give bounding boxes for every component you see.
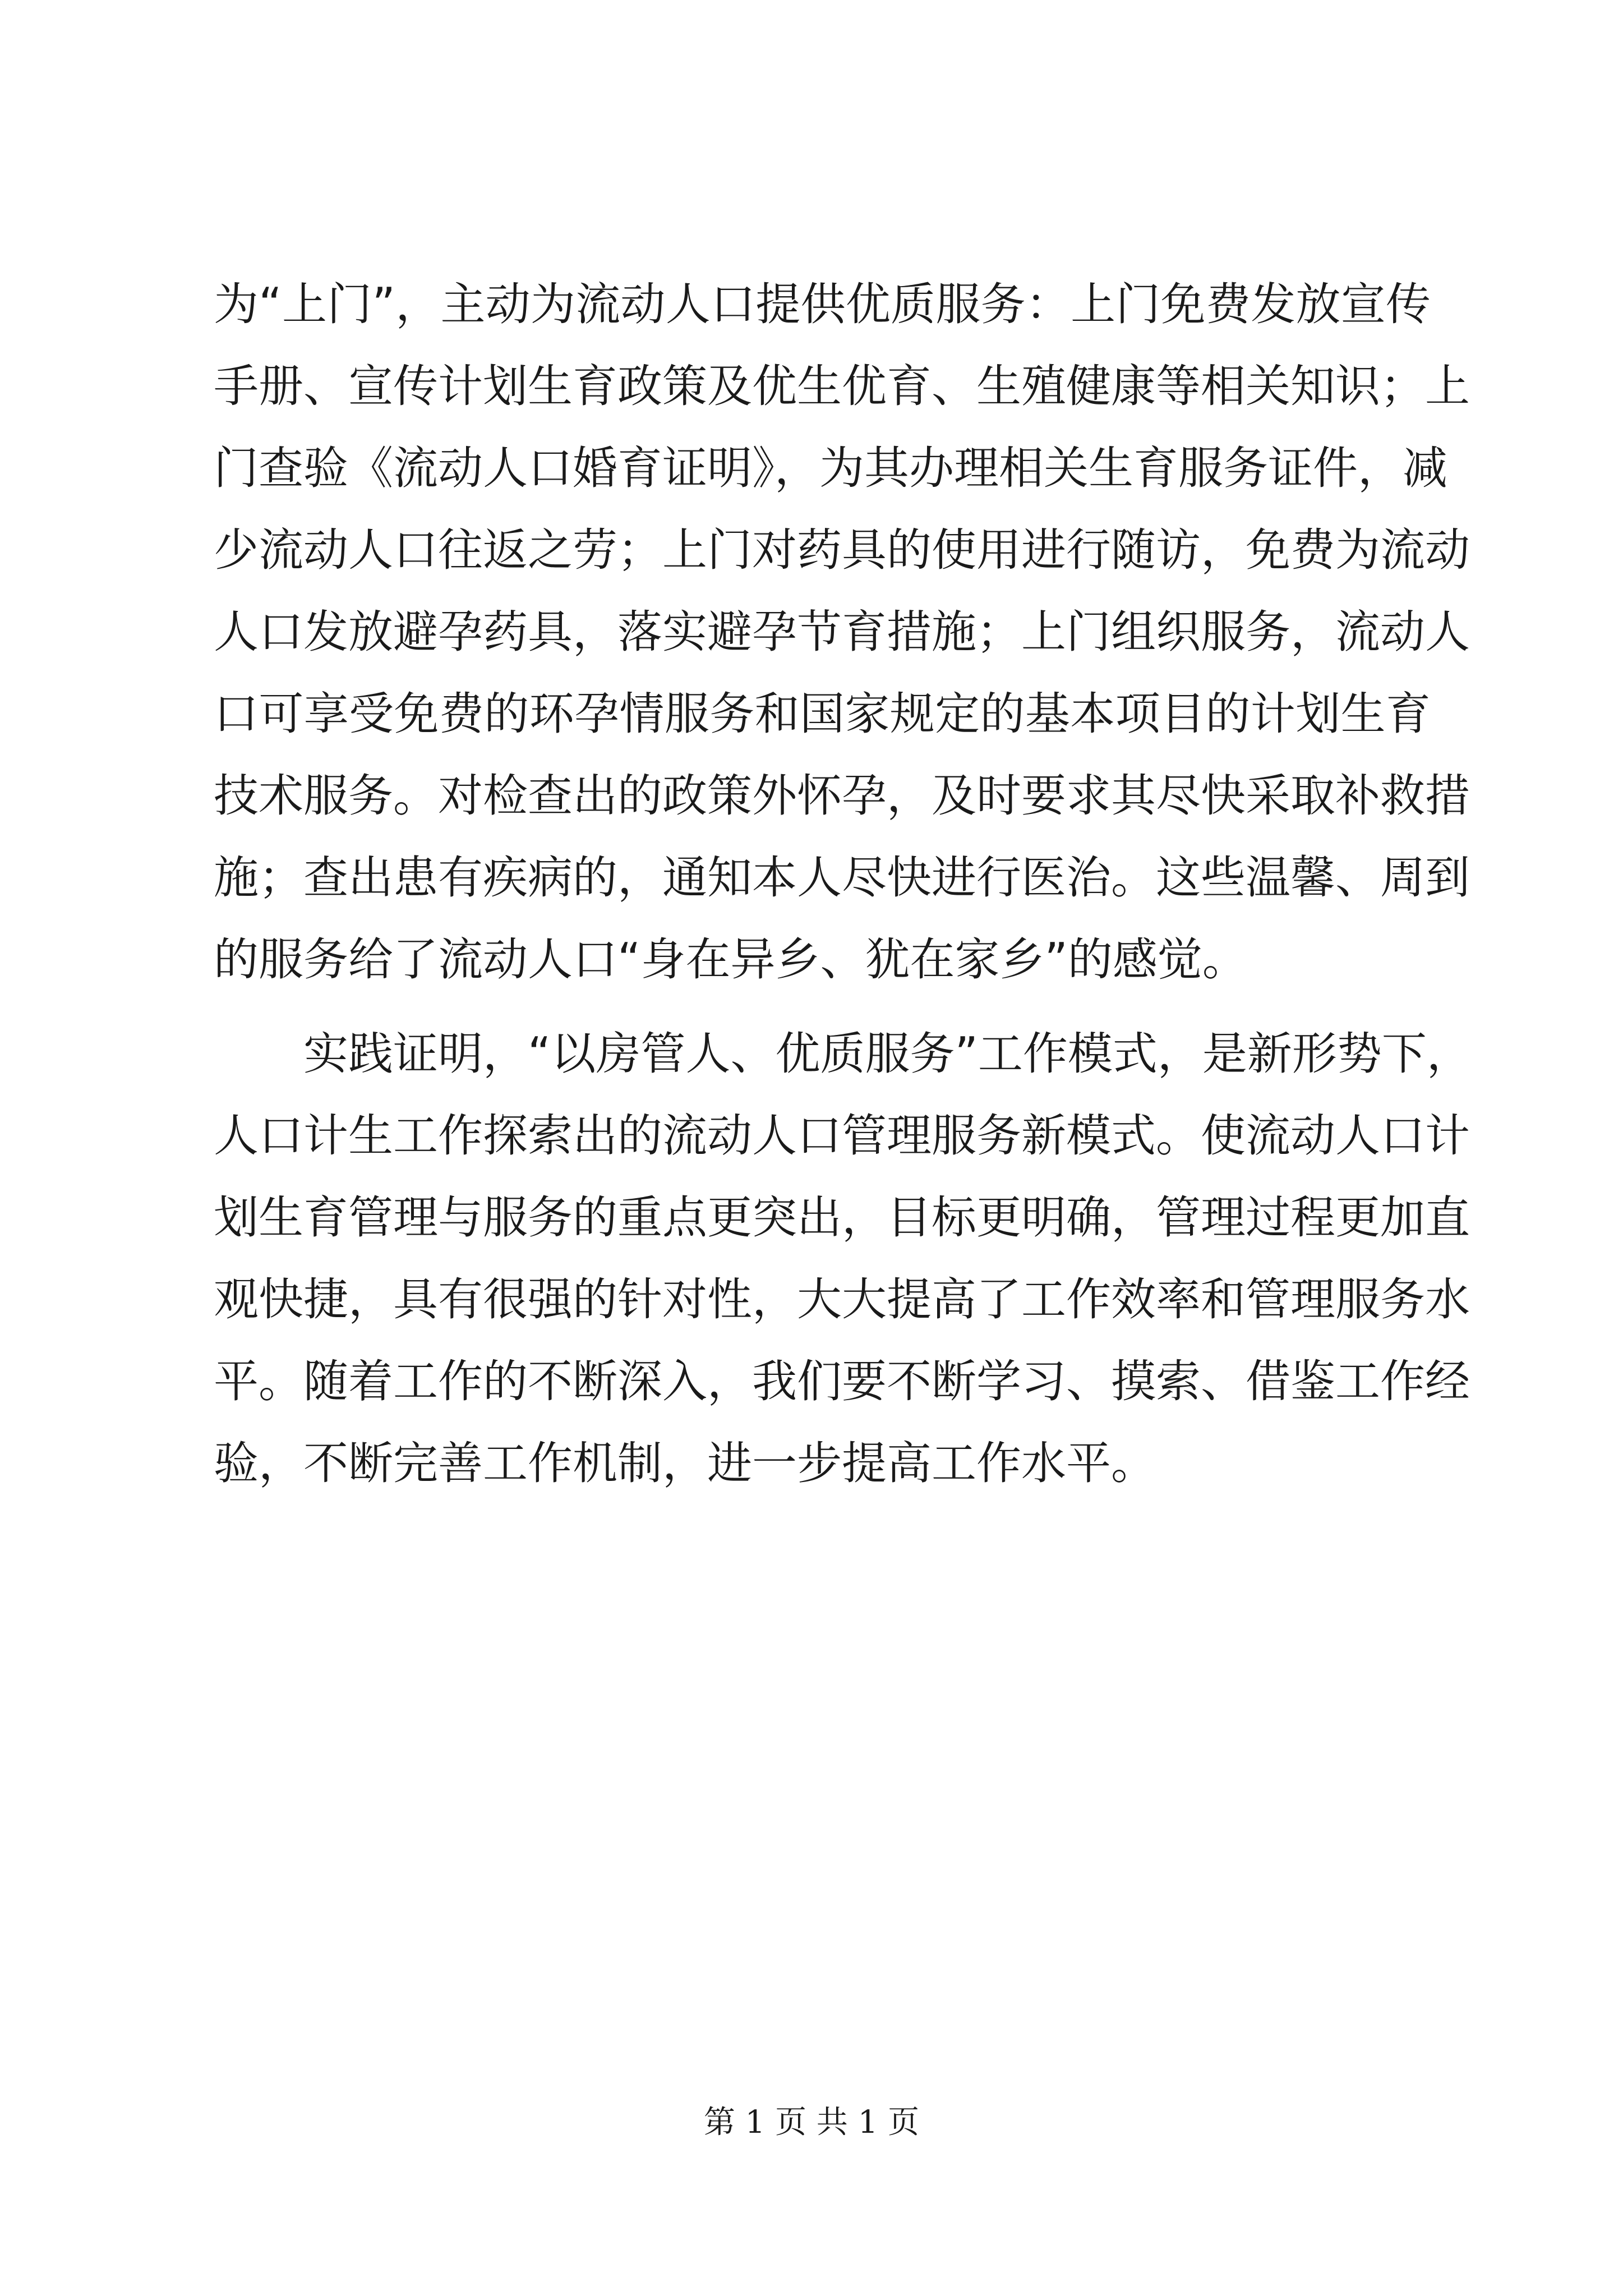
- page-footer: 第 1 页 共 1 页: [703, 2104, 920, 2141]
- paragraph-1: [214, 264, 1470, 1001]
- text-line: 实践证明，“以房管人、优质服务”工作模式，是新形势下，: [303, 1028, 1472, 1080]
- text-line: 手册、宣传计划生育政策及优生优育、生殖健康等相关知识；上: [214, 360, 1470, 412]
- paragraph-2: [214, 1013, 1472, 1504]
- text-line: 为“上门”，主动为流动人口提供优质服务：上门免费发放宣传: [214, 278, 1431, 330]
- text-line: 门查验《流动人口婚育证明》，为其办理相关生育服务证件，减: [214, 442, 1447, 494]
- text-line: 人口计生工作探索出的流动人口管理服务新模式。使流动人口计: [214, 1110, 1470, 1162]
- text-line: 技术服务。对检查出的政策外怀孕，及时要求其尽快采取补救措: [214, 770, 1470, 822]
- text-line: 平。随着工作的不断深入，我们要不断学习、摸索、借鉴工作经: [214, 1355, 1470, 1407]
- text-line: 施；查出患有疾病的，通知本人尽快进行医治。这些温馨、周到: [214, 852, 1470, 904]
- text-line: 口可享受免费的环孕情服务和国家规定的基本项目的计划生育: [214, 688, 1431, 740]
- paragraph-spacer: [214, 1001, 1431, 1013]
- text-line: 观快捷，具有很强的针对性，大大提高了工作效率和管理服务水: [214, 1273, 1470, 1326]
- text-line: 的服务给了流动人口“身在异乡、犹在家乡”的感觉。: [214, 933, 1247, 986]
- text-line: 验，不断完善工作机制，进一步提高工作水平。: [214, 1437, 1156, 1489]
- text-line: 划生育管理与服务的重点更突出，目标更明确，管理过程更加直: [214, 1191, 1470, 1244]
- document-body: [214, 264, 1472, 1504]
- text-line: 少流动人口往返之劳；上门对药具的使用进行随访，免费为流动: [214, 524, 1470, 576]
- text-line: 人口发放避孕药具，落实避孕节育措施；上门组织服务，流动人: [214, 606, 1470, 658]
